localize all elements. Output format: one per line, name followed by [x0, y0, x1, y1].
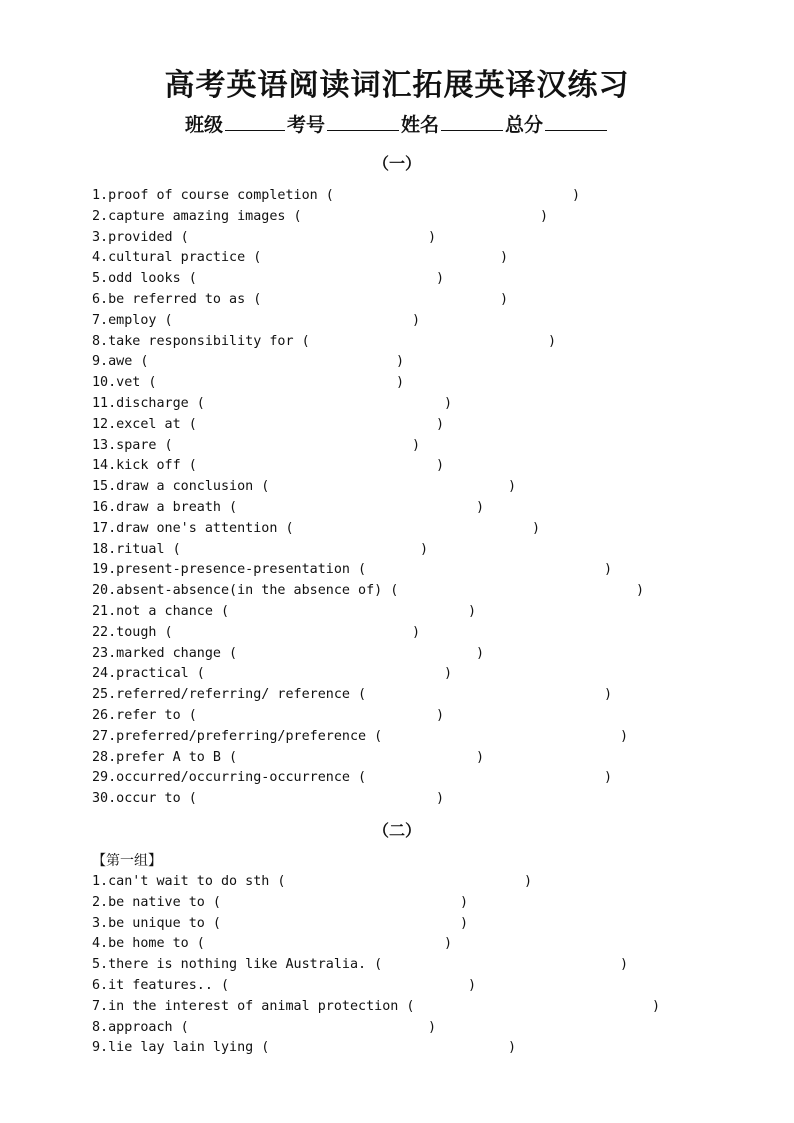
item-prompt: 21.not a chance (	[92, 604, 230, 619]
answer-close-paren: )	[396, 375, 405, 391]
item-prompt: 18.ritual (	[92, 541, 181, 557]
item-prompt: 29.occurred/occurring-occurrence (	[92, 770, 367, 786]
total-score-label: 总分	[505, 114, 544, 136]
item-prompt: 22.tough (	[92, 624, 173, 640]
item-prompt: 30.occur to (	[92, 791, 197, 807]
exercise-item[interactable]	[92, 893, 469, 914]
total-score-blank[interactable]	[545, 112, 607, 131]
exercise-item[interactable]	[92, 311, 421, 332]
answer-close-paren: )	[436, 791, 445, 807]
answer-close-paren: )	[572, 188, 581, 203]
item-prompt: 8.approach (	[92, 1019, 189, 1035]
item-prompt: 8.take responsibility for (	[92, 333, 310, 349]
item-prompt: 9.awe (	[92, 354, 149, 370]
worksheet-title: 高考英语阅读词汇拓展英译汉练习	[164, 68, 630, 103]
answer-close-paren: )	[508, 479, 517, 495]
item-prompt: 16.draw a breath (	[92, 500, 238, 515]
exercise-item[interactable]	[92, 540, 429, 561]
exercise-item[interactable]	[92, 748, 485, 769]
item-prompt: 26.refer to (	[92, 708, 197, 723]
name-blank[interactable]	[441, 112, 503, 131]
answer-close-paren: )	[636, 583, 645, 599]
answer-close-paren: )	[420, 541, 429, 557]
item-prompt: 25.referred/referring/ reference (	[92, 687, 367, 703]
answer-close-paren: )	[548, 333, 557, 349]
exercise-item[interactable]	[92, 394, 453, 415]
exercise-item[interactable]	[92, 290, 509, 311]
exercise-item[interactable]	[92, 789, 445, 810]
exercise-item[interactable]	[92, 436, 421, 457]
item-prompt: 28.prefer A to B (	[92, 749, 238, 765]
exercise-item[interactable]	[92, 373, 405, 394]
answer-close-paren: )	[652, 998, 661, 1014]
exercise-item[interactable]	[92, 706, 445, 727]
answer-close-paren: )	[540, 208, 549, 224]
answer-close-paren: )	[412, 624, 421, 640]
section-heading: （一）	[372, 154, 421, 173]
exercise-item[interactable]	[92, 872, 533, 893]
answer-close-paren: )	[500, 292, 509, 307]
answer-close-paren: )	[436, 271, 445, 287]
answer-close-paren: )	[476, 500, 485, 515]
item-prompt: 7.in the interest of animal protection (	[92, 998, 415, 1014]
answer-close-paren: )	[476, 749, 485, 765]
item-prompt: 2.capture amazing images (	[92, 208, 302, 224]
answer-close-paren: )	[460, 915, 469, 931]
exercise-item[interactable]	[92, 186, 581, 207]
exercise-item[interactable]	[92, 207, 549, 228]
answer-close-paren: )	[604, 770, 613, 786]
exercise-item[interactable]	[92, 955, 629, 976]
exercise-item[interactable]	[92, 269, 445, 290]
answer-close-paren: )	[524, 874, 533, 889]
item-prompt: 4.be home to (	[92, 936, 205, 952]
item-prompt: 27.preferred/preferring/preference (	[92, 728, 383, 744]
item-prompt: 13.spare (	[92, 437, 173, 453]
exercise-item[interactable]	[92, 498, 485, 519]
item-prompt: 9.lie lay lain lying (	[92, 1040, 270, 1056]
answer-close-paren: )	[468, 604, 477, 619]
answer-close-paren: )	[444, 666, 453, 682]
exercise-item[interactable]	[92, 768, 613, 789]
answer-close-paren: )	[436, 708, 445, 723]
item-prompt: 5.odd looks (	[92, 271, 197, 287]
exercise-item[interactable]	[92, 477, 517, 498]
item-prompt: 1.can't wait to do sth (	[92, 874, 286, 889]
answer-close-paren: )	[620, 957, 629, 973]
item-prompt: 1.proof of course completion (	[92, 188, 334, 203]
item-prompt: 11.discharge (	[92, 396, 205, 411]
exercise-item[interactable]	[92, 415, 445, 436]
item-prompt: 19.present-presence-presentation (	[92, 562, 367, 578]
answer-close-paren: )	[428, 229, 437, 245]
class-label: 班级	[184, 114, 223, 136]
item-prompt: 14.kick off (	[92, 458, 197, 474]
answer-close-paren: )	[444, 936, 453, 952]
exercise-item[interactable]	[92, 228, 437, 249]
answer-close-paren: )	[508, 1040, 517, 1056]
exam-number-label: 考号	[286, 114, 325, 136]
exam-number-blank[interactable]	[327, 112, 399, 131]
exercise-item[interactable]	[92, 914, 469, 935]
answer-close-paren: )	[604, 687, 613, 703]
exercise-item[interactable]	[92, 560, 613, 581]
exercise-item[interactable]	[92, 976, 477, 997]
name-label: 姓名	[401, 114, 440, 136]
item-prompt: 23.marked change (	[92, 645, 238, 661]
answer-close-paren: )	[604, 562, 613, 578]
item-prompt: 6.it features.. (	[92, 978, 230, 993]
student-info-line	[0, 110, 794, 137]
answer-close-paren: )	[460, 894, 469, 910]
answer-close-paren: )	[412, 437, 421, 453]
answer-close-paren: )	[468, 978, 477, 993]
group-heading: 【第一组】	[92, 853, 162, 869]
item-prompt: 12.excel at (	[92, 416, 197, 432]
item-prompt: 7.employ (	[92, 312, 173, 328]
item-prompt: 3.be unique to (	[92, 915, 221, 931]
item-prompt: 20.absent-absence(in the absence of) (	[92, 583, 399, 599]
item-prompt: 24.practical (	[92, 666, 205, 682]
exercise-item[interactable]	[92, 456, 445, 477]
exercise-item[interactable]	[92, 934, 453, 955]
exercise-item[interactable]	[92, 1018, 437, 1039]
class-blank[interactable]	[225, 112, 285, 131]
exercise-item[interactable]	[92, 1038, 517, 1059]
answer-close-paren: )	[532, 520, 541, 536]
exercise-item[interactable]	[92, 727, 629, 748]
answer-close-paren: )	[436, 458, 445, 474]
item-prompt: 3.provided (	[92, 229, 189, 245]
exercise-item[interactable]	[92, 602, 477, 623]
exercise-item[interactable]	[92, 685, 613, 706]
answer-close-paren: )	[500, 250, 509, 266]
exercise-item[interactable]	[92, 519, 541, 540]
item-prompt: 6.be referred to as (	[92, 292, 262, 307]
exercise-item[interactable]	[92, 581, 645, 602]
section-heading: （二）	[372, 821, 421, 840]
item-prompt: 5.there is nothing like Australia. (	[92, 957, 383, 973]
exercise-item[interactable]	[92, 644, 485, 665]
item-prompt: 10.vet (	[92, 375, 157, 391]
exercise-item[interactable]	[92, 352, 405, 373]
answer-close-paren: )	[436, 416, 445, 432]
answer-close-paren: )	[444, 396, 453, 411]
answer-close-paren: )	[428, 1019, 437, 1035]
item-prompt: 15.draw a conclusion (	[92, 479, 270, 495]
exercise-item[interactable]	[92, 997, 661, 1018]
exercise-item[interactable]	[92, 664, 453, 685]
item-prompt: 4.cultural practice (	[92, 250, 262, 266]
answer-close-paren: )	[412, 312, 421, 328]
exercise-item[interactable]	[92, 623, 421, 644]
item-prompt: 2.be native to (	[92, 894, 221, 910]
answer-close-paren: )	[476, 645, 485, 661]
item-prompt: 17.draw one's attention (	[92, 520, 294, 536]
answer-close-paren: )	[620, 728, 629, 744]
answer-close-paren: )	[396, 354, 405, 370]
exercise-item[interactable]	[92, 332, 557, 353]
exercise-item[interactable]	[92, 248, 509, 269]
